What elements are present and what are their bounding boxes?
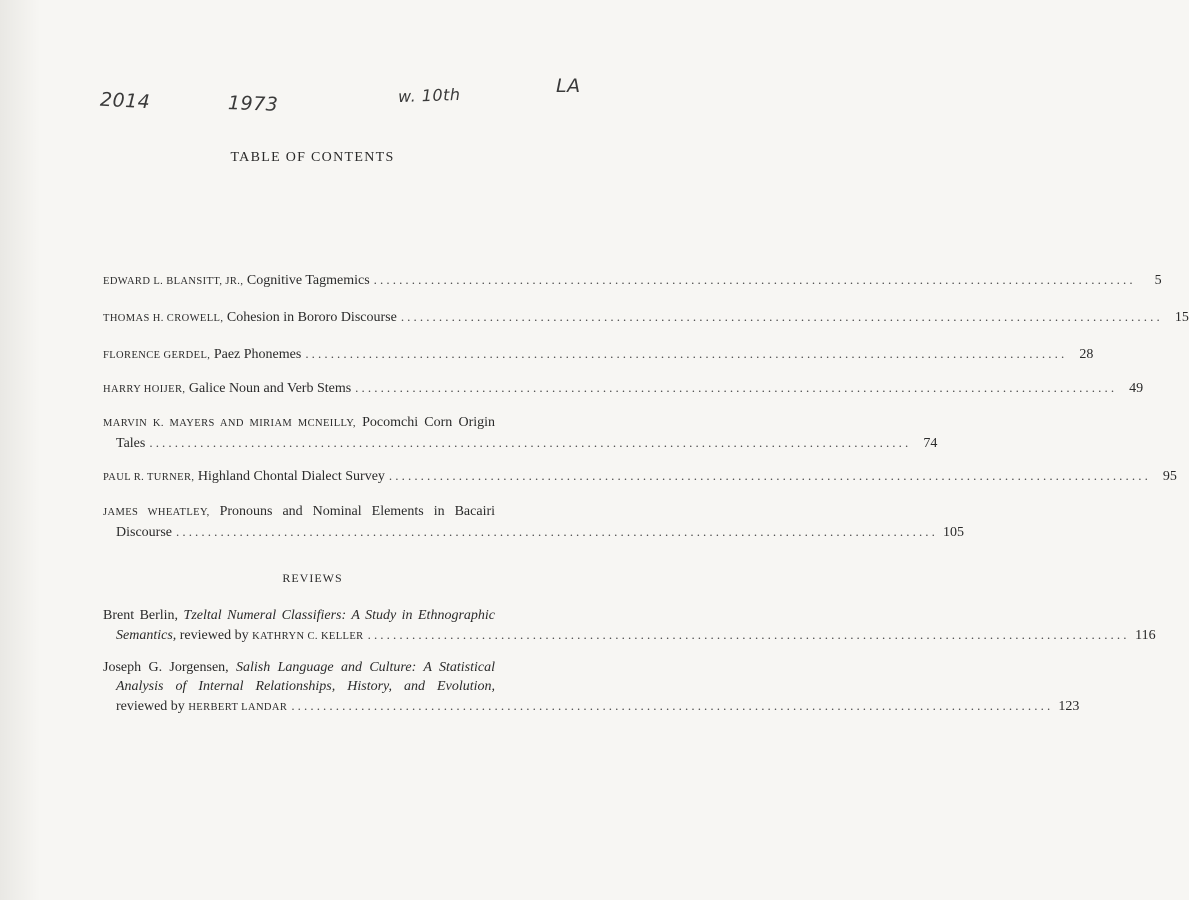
review-author: Joseph G. Jorgensen, [103,660,229,675]
reviewed-by-label: reviewed by [116,699,185,714]
page-number: 5 [1154,273,1162,288]
reviewer: KATHRYN C. KELLER [252,631,364,642]
page-number: 74 [923,436,938,451]
leader-dots: ........................................................................................................................ [305,346,1068,361]
toc-entry [103,502,964,542]
toc-entry [103,307,1189,328]
leader-dots: ........................................................................................................................ [367,627,1130,642]
article-title: Cognitive Tagmemics [246,273,370,288]
article-title: Galice Noun and Verb Stems [188,381,352,396]
article-title-continued: Tales [116,436,146,451]
book-title-continued: Semantics, [116,628,177,643]
author: MARVIN K. MAYERS AND MIRIAM MCNEILLY, [103,418,356,429]
section-title: REVIEWS [282,571,343,585]
leader-dots: ........................................................................................................................ [176,524,938,539]
binding-shadow [0,0,40,900]
handwritten-note: 1973 [227,92,279,116]
review-author: Brent Berlin, [103,608,179,623]
leader-dots: ........................................................................................................................ [355,380,1118,395]
reviewer: HERBERT LANDAR [188,702,288,713]
author: PAUL R. TURNER, [103,472,195,483]
page-number: 49 [1129,381,1144,396]
article-title-continued: Discourse [116,525,172,540]
book-title: Salish Language and Culture: A Statistical [236,660,495,675]
toc-entry [103,378,1144,399]
review-entry [103,658,1080,717]
handwritten-note: 2014 [99,88,151,114]
toc-entry [103,466,1177,487]
leader-dots: ........................................................................................................................ [388,468,1151,483]
leader-dots: ........................................................................................................................ [149,435,912,450]
page-number: 105 [943,525,964,540]
review-entry [103,606,1156,646]
article-title: Paez Phonemes [213,347,302,362]
author: HARRY HOIJER, [103,384,186,395]
author: THOMAS H. CROWELL, [103,313,224,324]
article-title: Highland Chontal Dialect Survey [197,469,385,484]
leader-dots: ........................................................................................................................ [373,272,1136,287]
article-title: Pronouns and Nominal Elements in Bacairi [219,504,496,519]
toc-entry [103,413,938,453]
leader-dots: ........................................................................................................................ [400,309,1163,324]
handwritten-note: LA [556,75,581,97]
author: EDWARD L. BLANSITT, JR., [103,276,244,287]
toc-entry [103,270,1162,291]
page-title: TABLE OF CONTENTS [230,150,395,165]
leader-dots: ........................................................................................................................ [291,698,1054,713]
page-number: 123 [1058,699,1080,714]
handwritten-note: w. 10th [397,84,461,107]
page-number: 95 [1162,469,1177,484]
toc-entry [103,344,1094,365]
page-number: 15 [1174,310,1189,325]
article-title: Pocomchi Corn Origin [362,415,496,430]
reviewed-by-label: reviewed by [179,628,249,643]
page-number: 28 [1079,347,1094,362]
author: FLORENCE GERDEL, [103,350,211,361]
article-title: Cohesion in Bororo Discourse [226,310,397,325]
page-number: 116 [1135,628,1156,643]
book-title: Tzeltal Numeral Classifiers: A Study in Ethnographic [183,608,495,623]
author: JAMES WHEATLEY, [103,507,210,518]
book-title-continued: Analysis of Internal Relationships, History, and Evolution, [116,679,495,694]
